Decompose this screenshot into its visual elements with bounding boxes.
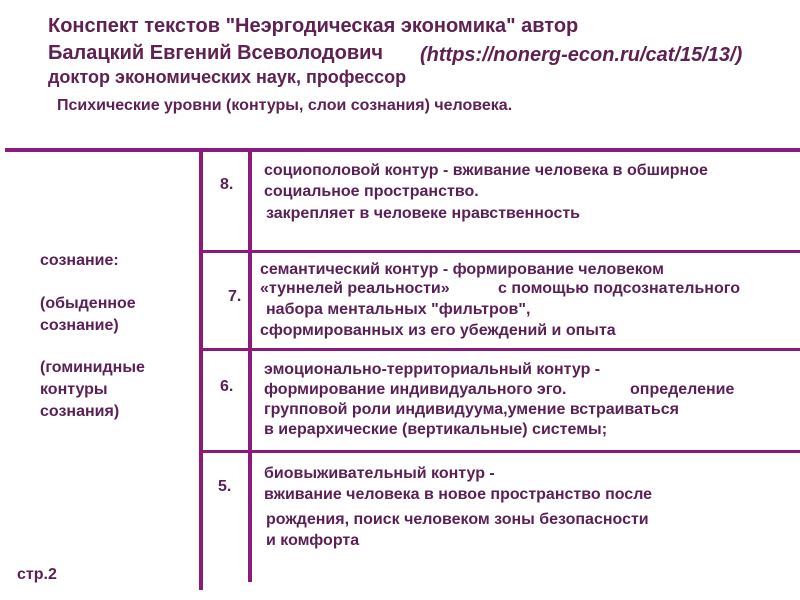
level-6-line-4: в иерархические (вертикальные) системы; xyxy=(264,421,608,438)
page-number: стр.2 xyxy=(17,566,57,583)
level-5-number: 5. xyxy=(218,478,232,495)
level-6-line-1: эмоционально-территориальный контур - xyxy=(264,361,601,378)
level-8-line-2: социальное пространство. xyxy=(264,183,479,200)
level-7-line-2a: «туннелей реальности» xyxy=(260,280,450,297)
left-label-consciousness: сознание: xyxy=(40,252,119,269)
level-7-line-4: сформированных из его убеждений и опыта xyxy=(260,322,616,339)
level-8-number: 8. xyxy=(220,176,234,193)
level-8-line-1: социополовой контур - вживание человека в обширное xyxy=(264,162,708,179)
header-degree: доктор экономических наук, профессор xyxy=(48,67,407,87)
left-label-ordinary-2: сознание) xyxy=(40,317,119,334)
level-7-number: 7. xyxy=(228,288,242,305)
left-label-hominid-2: контуры xyxy=(40,381,108,398)
left-vertical-line xyxy=(199,152,203,590)
header-author: Балацкий Евгений Всеволодович xyxy=(48,42,384,64)
level-5-line-4: и комфорта xyxy=(266,532,360,549)
level-6-line-2a: формирование индивидуального эго. xyxy=(264,381,567,398)
divider-8-7 xyxy=(203,250,800,253)
left-label-ordinary-1: (обыденное xyxy=(40,295,136,312)
level-6-line-3: групповой роли индивидуума,умение встраиваться xyxy=(264,401,679,418)
level-5-line-3: рождения, поиск человеком зоны безопасности xyxy=(266,511,649,528)
level-8-line-3: закрепляет в человеке нравственность xyxy=(266,205,581,222)
left-label-hominid-3: сознания) xyxy=(40,403,120,420)
level-7-line-3: набора ментальных "фильтров", xyxy=(266,301,531,318)
top-divider xyxy=(5,148,800,152)
header-line-1: Конспект текстов "Неэргодическая экономика" автор xyxy=(48,15,579,37)
divider-6-5 xyxy=(203,450,800,453)
level-5-line-1: биовыживательный контур - xyxy=(264,465,495,482)
level-6-number: 6. xyxy=(220,378,234,395)
header-url[interactable]: (https://nonerg-econ.ru/cat/15/13/) xyxy=(420,44,743,66)
level-7-line-2b: с помощью подсознательного xyxy=(498,280,740,297)
divider-7-6 xyxy=(203,348,800,351)
page-subtitle: Психические уровни (контуры, слои сознания) человека. xyxy=(57,97,513,114)
level-5-line-2: вживание человека в новое пространство после xyxy=(264,486,653,503)
inner-vertical-line xyxy=(248,152,252,582)
left-label-hominid-1: (гоминидные xyxy=(40,359,145,376)
level-6-line-2b: определение xyxy=(630,381,735,398)
level-7-line-1: семантический контур - формирование человеком xyxy=(260,261,664,278)
